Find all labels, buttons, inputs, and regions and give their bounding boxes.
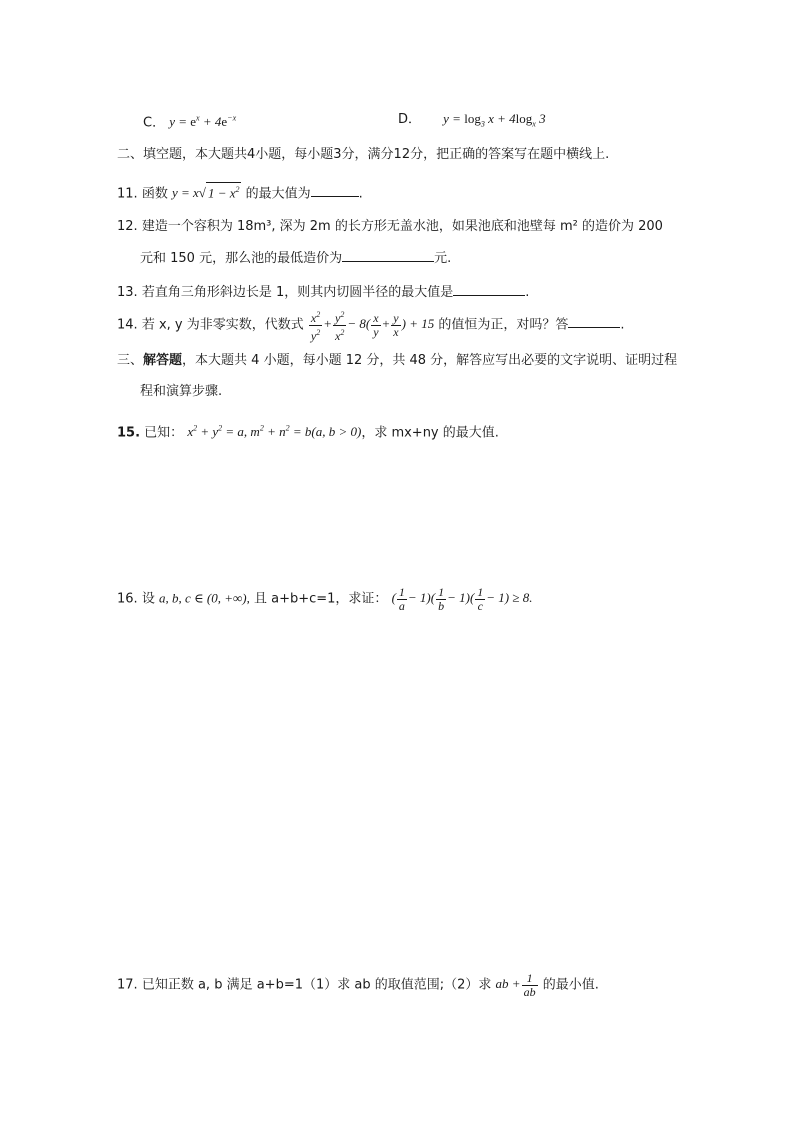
q13-number: 13. (117, 285, 138, 300)
q16-number: 16. (117, 591, 138, 607)
q16-formula: ( $\frac{1}{a}$ − 1)( $\frac{1}{b}$ − 1)( $\frac{1}{c}$ − 1) ≥ 8. (391, 585, 533, 613)
q15-number: 15. (117, 425, 141, 441)
option-d-formula: $y = \log_3 x + 4\log_x$ 3 (443, 111, 546, 129)
q14-answer-blank[interactable] (568, 315, 620, 328)
q17-prefix: 已知正数 a, b 满足 a+b=1（1）求 ab 的取值范围;（2）求 (141, 977, 492, 993)
q15-formula: $x^2 + y^2 = a$, $m^2 + n^2 = b(a$, b > 0) (187, 424, 362, 440)
section-3-text: ，本大题共 4 小题，每小题 12 分，共 48 分，解答应写出必要的文字说明、证明过程 (182, 353, 678, 368)
q12-end: 元. (434, 251, 452, 266)
section-3-bold: 解答题 (143, 353, 183, 368)
q11-formula: y = x√ $1 - x^2$ (172, 185, 242, 200)
q12-line2: 元和 150 元，那么池的最低造价为 (140, 251, 343, 266)
q11-end: . (358, 186, 363, 202)
q16-middle: 且 a+b+c=1，求证： (253, 591, 388, 607)
q14-prefix: 若 x, y 为非零实数，代数式 (141, 317, 304, 333)
q12-answer-blank[interactable] (342, 249, 434, 262)
q11-number: 11. (117, 186, 138, 202)
q15-suffix: ，求 mx+ny 的最大值. (361, 425, 499, 441)
section-3-label: 三、 (117, 353, 144, 368)
q15-prefix: 已知： (144, 425, 184, 441)
q17-suffix: 的最小值. (542, 977, 599, 993)
q11-suffix: 的最大值为 (245, 186, 311, 202)
q14-formula: $\frac{x^2}{y^2}$ + $\frac{y^2}{x^2}$ − 8( $\frac{x}{y}$ + $\frac{y}{x}$ ) + 15 (310, 310, 435, 343)
section-3-line2: 程和演算步骤. (140, 384, 223, 399)
q14-end: . (620, 317, 625, 333)
q11-prefix: 函数 (141, 186, 168, 202)
question-14 (117, 308, 625, 343)
q13-text: 若直角三角形斜边长是 1，则其内切圆半径的最大值是 (141, 285, 454, 300)
q17-formula: ab + $\frac{1}{ab}$ (495, 971, 536, 999)
q16-prefix: 设 (141, 591, 155, 607)
q14-number: 14. (117, 317, 138, 333)
question-17 (117, 972, 599, 999)
q14-suffix: 的值恒为正，对吗？答 (438, 317, 569, 333)
question-12-line2 (140, 249, 451, 267)
question-15 (117, 421, 499, 441)
option-c-formula: $y = e^x + 4e^{-x}$ (169, 114, 237, 130)
section-3-header (117, 353, 677, 369)
section-2-header: 二、填空题，本大题共4小题，每小题3分，满分12分，把正确的答案写在题中横线上. (117, 147, 610, 162)
q12-number: 12. (117, 219, 138, 234)
q12-line1: 建造一个容积为 18m³, 深为 2m 的长方形无盖水池，如果池底和池壁每 m² 的造价为 200 (141, 219, 663, 234)
question-12 (117, 219, 663, 235)
option-c (143, 111, 236, 131)
question-11 (117, 182, 363, 202)
option-d (398, 111, 546, 133)
q13-answer-blank[interactable] (453, 283, 525, 296)
question-16 (117, 586, 533, 613)
q11-answer-blank[interactable] (311, 184, 359, 197)
q13-end: . (525, 285, 530, 300)
option-d-label: D． (398, 112, 422, 127)
question-13 (117, 283, 529, 301)
q17-number: 17. (117, 977, 138, 993)
q16-domain: a, b, c ∈ (0, +∞), (158, 590, 250, 606)
option-c-label: C． (143, 115, 166, 131)
